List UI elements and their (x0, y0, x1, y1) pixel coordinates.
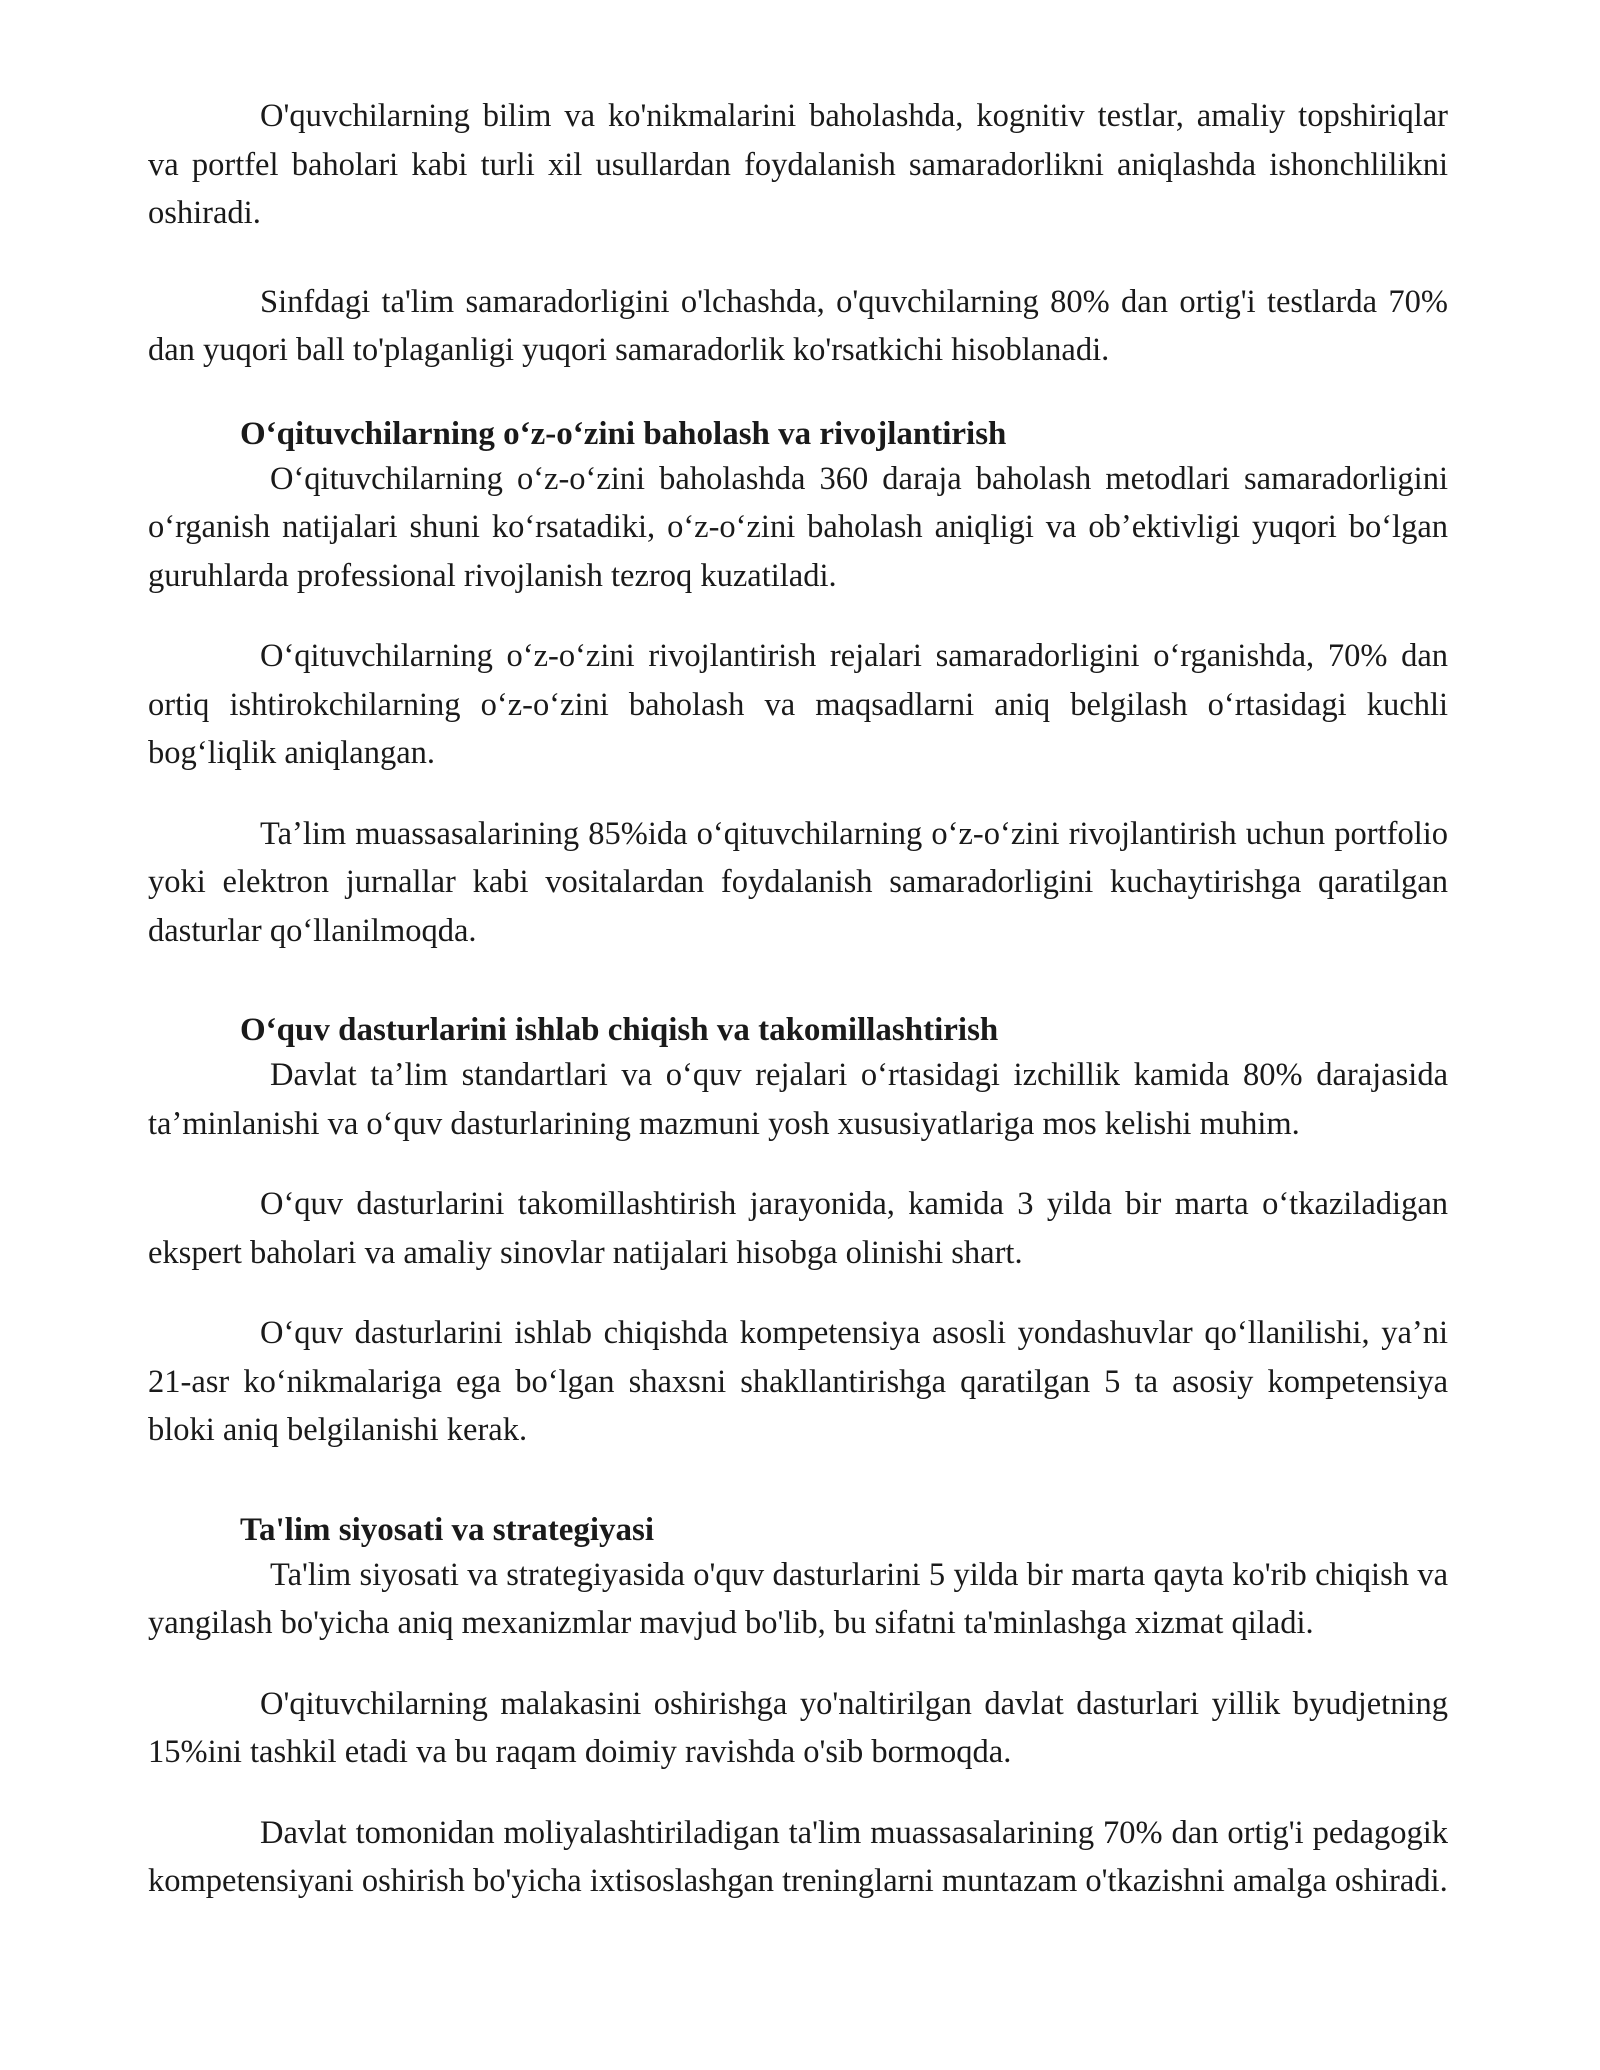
section-heading: Oʻquv dasturlarini ishlab chiqish va takomillashtirish (240, 1012, 999, 1048)
paragraph: Oʻqituvchilarning oʻz-oʻzini rivojlantirish rejalari samaradorligini oʻrganishda, 70% dan ortiq ishtirokchilarning oʻz-oʻzini baholash va maqsadlarni aniq belgilash oʻrtasidagi kuchli bogʻliqlik aniqlangan. (148, 638, 1448, 771)
paragraph: Davlat tomonidan moliyalashtiriladigan ta'lim muassasalarining 70% dan ortig'i pedagogik kompetensiyani oshirish bo'yicha ixtisoslashgan treninglarni muntazam o'tkazishni amalga oshiradi. (148, 1814, 1448, 1899)
section-heading: Oʻqituvchilarning oʻz-oʻzini baholash va rivojlantirish (240, 415, 1007, 452)
paragraph: Oʻqituvchilarning oʻz-oʻzini baholashda 360 daraja baholash metodlari samaradorligini oʻrganish natijalari shuni koʻrsatadiki, oʻz-oʻzini baholash aniqligi va obʼektivligi yuqori boʻlgan guruhlarda professional rivojlanish tezroq kuzatiladi. (148, 460, 1448, 594)
paragraph: Oʻquv dasturlarini takomillashtirish jarayonida, kamida 3 yilda bir marta oʻtkaziladigan ekspert baholari va amaliy sinovlar natijalari hisobga olinishi shart. (148, 1186, 1448, 1271)
paragraph: O'quvchilarning bilim va ko'nikmalarini baholashda, kognitiv testlar, amaliy topshiriqlar va portfel baholari kabi turli xil usullardan foydalanish samaradorlikni aniqlashda ishonchlilikni oshiradi. (148, 98, 1448, 231)
paragraph: Ta'lim siyosati va strategiyasida o'quv dasturlarini 5 yilda bir marta qayta ko'rib chiqish va yangilash bo'yicha aniq mexanizmlar mavjud bo'lib, bu sifatni ta'minlashga xizmat qiladi. (148, 1556, 1448, 1641)
paragraph: Sinfdagi ta'lim samaradorligini o'lchashda, o'quvchilarning 80% dan ortig'i testlarda 70% dan yuqori ball to'plaganligi yuqori samaradorlik ko'rsatkichi hisoblanadi. (148, 283, 1448, 368)
paragraph: Davlat taʼlim standartlari va oʻquv rejalari oʻrtasidagi izchillik kamida 80% darajasida taʼminlanishi va oʻquv dasturlarining mazmuni yosh xususiyatlariga mos kelishi muhim. (148, 1057, 1448, 1142)
paragraph: Oʻquv dasturlarini ishlab chiqishda kompetensiya asosli yondashuvlar qoʻllanilishi, yaʼni 21-asr koʻnikmalariga ega boʻlgan shaxsni shakllantirishga qaratilgan 5 ta asosiy kompetensiya bloki aniq belgilanishi kerak. (148, 1315, 1448, 1448)
document-page (148, 92, 1448, 1906)
paragraph: Taʼlim muassasalarining 85%ida oʻqituvchilarning oʻz-oʻzini rivojlantirish uchun portfolio yoki elektron jurnallar kabi vositalardan foydalanish samaradorligini kuchaytirishga qaratilgan dasturlar qoʻllanilmoqda. (148, 815, 1448, 949)
section-heading: Ta'lim siyosati va strategiyasi (240, 1511, 655, 1548)
paragraph: O'qituvchilarning malakasini oshirishga yo'naltirilgan davlat dasturlari yillik byudjetning 15%ini tashkil etadi va bu raqam doimiy ravishda o'sib bormoqda. (148, 1685, 1448, 1770)
